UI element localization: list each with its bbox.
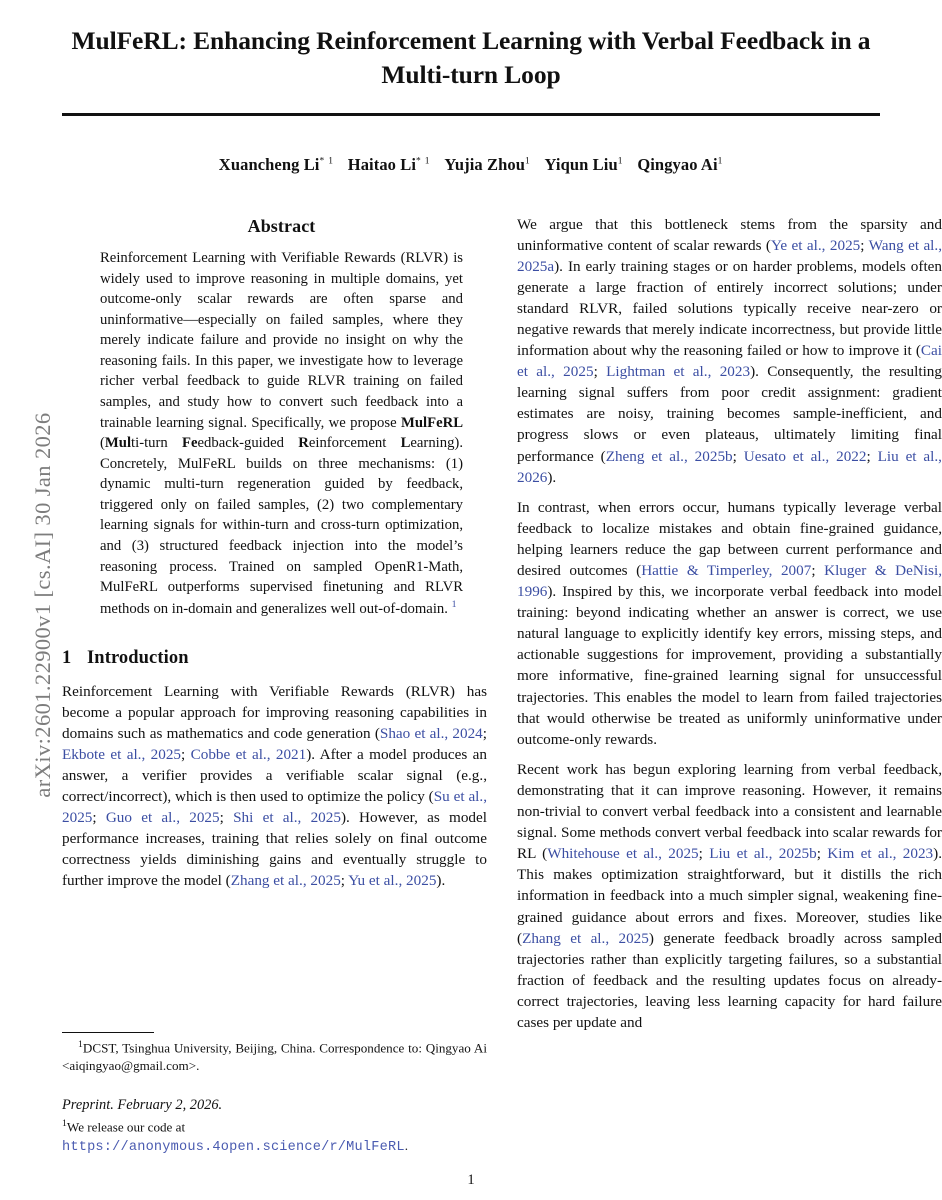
body-text: ). However, as model performance increases, training that relies solely on final outcome correctness yields diminishing gains and eventually struggle to further improve the model ( — [62, 809, 487, 890]
body-text: Recent work has begun exploring learning from verbal feedback, demonstrating that it can improve reasoning. However, it remains non-trivial to convert verbal feedback into a consistent and learnable signal. Some methods convert verbal feedback into scalar rewards for RL ( — [517, 761, 942, 863]
footnote-code-prefix: We release our code at — [66, 1119, 186, 1135]
citation-reference[interactable]: Zheng et al., 2025b — [605, 447, 733, 465]
body-text: ; — [219, 809, 234, 827]
body-text: ). In early training stages or on harder problems, models often generate a large fraction of entirely incorrect solutions; under standard RLVR, failed solutions typically receive near-zero or negative rewards that merely indicate incorrectness, but provide little information about why the reasoning failed or how to improve it ( — [517, 258, 942, 360]
page-title: MulFeRL: Enhancing Reinforcement Learning with Verbal Feedback in a Multi-turn Loop — [71, 26, 871, 89]
footnote-marker-affiliation: 1 — [78, 1039, 83, 1051]
code-repository-link-part1[interactable]: https://anonymous.4open. — [62, 1139, 263, 1155]
body-text: ; — [698, 845, 710, 863]
footnote-affiliation-text: DCST, Tsinghua University, Beijing, China. Correspondence to: Qingyao Ai <aiqingyao@gmail.com>. — [62, 1040, 487, 1074]
abstract-text: ( — [100, 435, 105, 452]
citation-reference[interactable]: Zhang et al., 2025 — [522, 929, 649, 947]
title-divider-rule — [62, 113, 880, 116]
body-text: ; — [181, 745, 191, 763]
body-text: ). — [547, 468, 557, 486]
intro-paragraph-1 — [62, 681, 487, 891]
page-number: 1 — [467, 1172, 475, 1188]
intro-paragraph-4 — [517, 759, 942, 1033]
body-text: ). Consequently, the resulting learning signal suffers from poor credit assignment: gradient estimates are noisy, training becomes sample-inefficient, and progress slows or even plateaus, ultimately limiting final performance ( — [517, 363, 942, 465]
author-name — [545, 155, 624, 174]
footnote-marker-code: 1 — [62, 1117, 67, 1129]
abstract-emphasis: MulFeRL — [400, 414, 463, 431]
footnote-zone — [62, 1032, 487, 1157]
abstract-heading: Abstract — [247, 216, 316, 236]
abstract-text: earning). Concretely, MulFeRL builds on three mechanisms: (1) dynamic multi-turn regeneration guided by feedback, triggered only on failed samples, (2) two complementary learning signals for within-turn and cross-turn optimization, and (3) structured feedback injection into the model’s reasoning process. Trained on sampled OpenR1-Math, MulFeRL outperforms supervised finetuning and RLVR methods on in-domain and generalizes well out-of-domain. — [100, 435, 463, 617]
citation-reference[interactable]: Liu et al., 2026 — [517, 447, 942, 486]
footnote-divider-rule — [62, 1032, 154, 1033]
code-repository-link-part2[interactable]: science/r/MulFeRL — [262, 1139, 405, 1155]
body-text: ). After a model produces an answer, a verifier provides a verifiable scalar signal (e.g., correct/incorrect), which is then used to optimize the policy ( — [62, 745, 487, 806]
body-text: ; — [732, 447, 744, 465]
author-name — [348, 155, 431, 174]
author-affiliation-marker: 1 — [617, 156, 624, 167]
citation-reference[interactable]: Whitehouse et al., 2025 — [547, 845, 699, 863]
author-label: Yiqun Liu — [544, 155, 618, 174]
citation-reference[interactable]: Su et al., 2025 — [62, 788, 487, 827]
body-text: Reinforcement Learning with Verifiable Rewards (RLVR) has become a popular approach for improving reasoning capabilities in domains such as mathematics and code generation ( — [62, 682, 487, 742]
author-name — [219, 155, 334, 174]
body-text: ; — [92, 809, 106, 827]
citation-reference[interactable]: Hattie & Timperley, 2007 — [641, 562, 812, 580]
author-label: Haitao Li — [347, 155, 417, 174]
citation-reference[interactable]: Ye et al., 2025 — [770, 237, 861, 255]
abstract-emphasis: L — [400, 435, 411, 452]
arxiv-identifier-stamp: arXiv:2601.22900v1 [cs.AI] 30 Jan 2026 — [30, 412, 55, 798]
citation-reference[interactable]: Kluger & DeNisi, 1996 — [517, 562, 942, 601]
abstract-text: Reinforcement Learning with Verifiable Rewards (RLVR) is widely used to improve reasoning in multiple domains, yet outcome-only scalar rewards are often sparse and uninformative—especially on failed samples, where they merely indicate failure and provide no insight on why the reasoning fails. In this paper, we investigate how to leverage richer verbal feedback to guide RLVR training on failed samples, and study how to convert such feedback into a trainable learning signal. Specifically, we propose — [100, 249, 463, 431]
body-text: ; — [866, 447, 878, 465]
right-column — [517, 214, 942, 1042]
citation-reference[interactable]: Cai et al., 2025 — [517, 342, 942, 381]
author-affiliation-marker: 1 — [717, 156, 724, 167]
abstract-text: edback-guided — [197, 435, 299, 452]
author-label: Qingyao Ai — [637, 155, 718, 174]
author-label: Yujia Zhou — [444, 155, 525, 174]
body-text: ; — [340, 872, 349, 890]
body-text: ). This makes optimization straightforward, but it distills the rich information in feedback into a much simpler signal, weakening fine-grained guidance about errors and fixes. Moreover, studies like ( — [517, 845, 942, 947]
citation-reference[interactable]: Ekbote et al., 2025 — [62, 745, 182, 763]
author-name — [444, 155, 530, 174]
author-name — [637, 155, 723, 174]
abstract-emphasis: Mul — [104, 435, 132, 452]
intro-paragraph-2 — [517, 214, 942, 488]
body-text: ; — [860, 237, 869, 255]
footnote-code-suffix: . — [404, 1137, 408, 1153]
citation-reference[interactable]: Lightman et al., 2023 — [606, 363, 751, 381]
citation-reference[interactable]: Shao et al., 2024 — [379, 724, 483, 742]
section-number: 1 — [62, 648, 72, 669]
citation-reference[interactable]: Liu et al., 2025b — [709, 845, 817, 863]
abstract-footnote-marker[interactable]: 1 — [451, 598, 457, 610]
abstract-text: einforcement — [308, 435, 401, 452]
author-affiliation-marker: 1 — [524, 156, 531, 167]
body-text: ; — [811, 562, 825, 580]
author-affiliation-marker: * 1 — [319, 156, 334, 167]
left-column — [62, 214, 487, 901]
author-label: Xuancheng Li — [218, 155, 320, 174]
body-text: ). — [436, 872, 446, 890]
section-title: Introduction — [87, 648, 189, 669]
footnote-affiliation — [62, 1038, 487, 1074]
body-text: ; — [593, 363, 607, 381]
section-heading-introduction — [62, 646, 487, 672]
citation-reference[interactable]: Zhang et al., 2025 — [230, 872, 341, 890]
abstract-emphasis: R — [298, 435, 309, 452]
citation-reference[interactable]: Shi et al., 2025 — [233, 809, 341, 827]
preprint-notice: Preprint. February 2, 2026. — [62, 1096, 223, 1113]
body-text: ). Inspired by this, we incorporate verbal feedback into model training: beyond indicating whether an answer is correct, we use natural language to explicitly identify key errors, missing steps, and actionable suggestions for improvement, providing a substantially more informative, fine-grained learning signal for unsuccessful trajectories. This enables the model to learn from failed trajectories that would otherwise be treated as uniformly uninformative under outcome-only rewards. — [517, 583, 942, 748]
citation-reference[interactable]: Cobbe et al., 2021 — [190, 745, 307, 763]
citation-reference[interactable]: Guo et al., 2025 — [105, 809, 220, 827]
abstract-section — [62, 214, 487, 619]
body-text: ) generate feedback broadly across sampled trajectories rather than explicitly targeting failures, so a substantial fraction of feedback and the resulting updates focus on already-correct trajectories, leaving less learning capacity for hard failure cases per update and — [517, 929, 942, 1031]
author-affiliation-marker: * 1 — [416, 156, 431, 167]
citation-reference[interactable]: Kim et al., 2023 — [827, 845, 934, 863]
title-block — [62, 24, 880, 92]
abstract-body — [100, 248, 463, 619]
citation-reference[interactable]: Yu et al., 2025 — [348, 872, 437, 890]
abstract-text: ti-turn — [131, 435, 183, 452]
footnote-code-release — [62, 1117, 487, 1157]
intro-paragraph-3 — [517, 497, 942, 750]
body-text: In contrast, when errors occur, humans typically leverage verbal feedback to localize mistakes and obtain fine-grained guidance, helping learners reduce the gap between current performance and desired outcomes ( — [517, 499, 942, 580]
author-list — [62, 155, 880, 175]
citation-reference[interactable]: Wang et al., 2025a — [517, 237, 942, 276]
body-text: We argue that this bottleneck stems from the sparsity and uninformative content of scalar rewards ( — [517, 216, 942, 255]
abstract-emphasis: Fe — [182, 435, 198, 452]
body-text: ; — [482, 724, 487, 742]
body-text: ; — [816, 845, 828, 863]
citation-reference[interactable]: Uesato et al., 2022 — [743, 447, 867, 465]
